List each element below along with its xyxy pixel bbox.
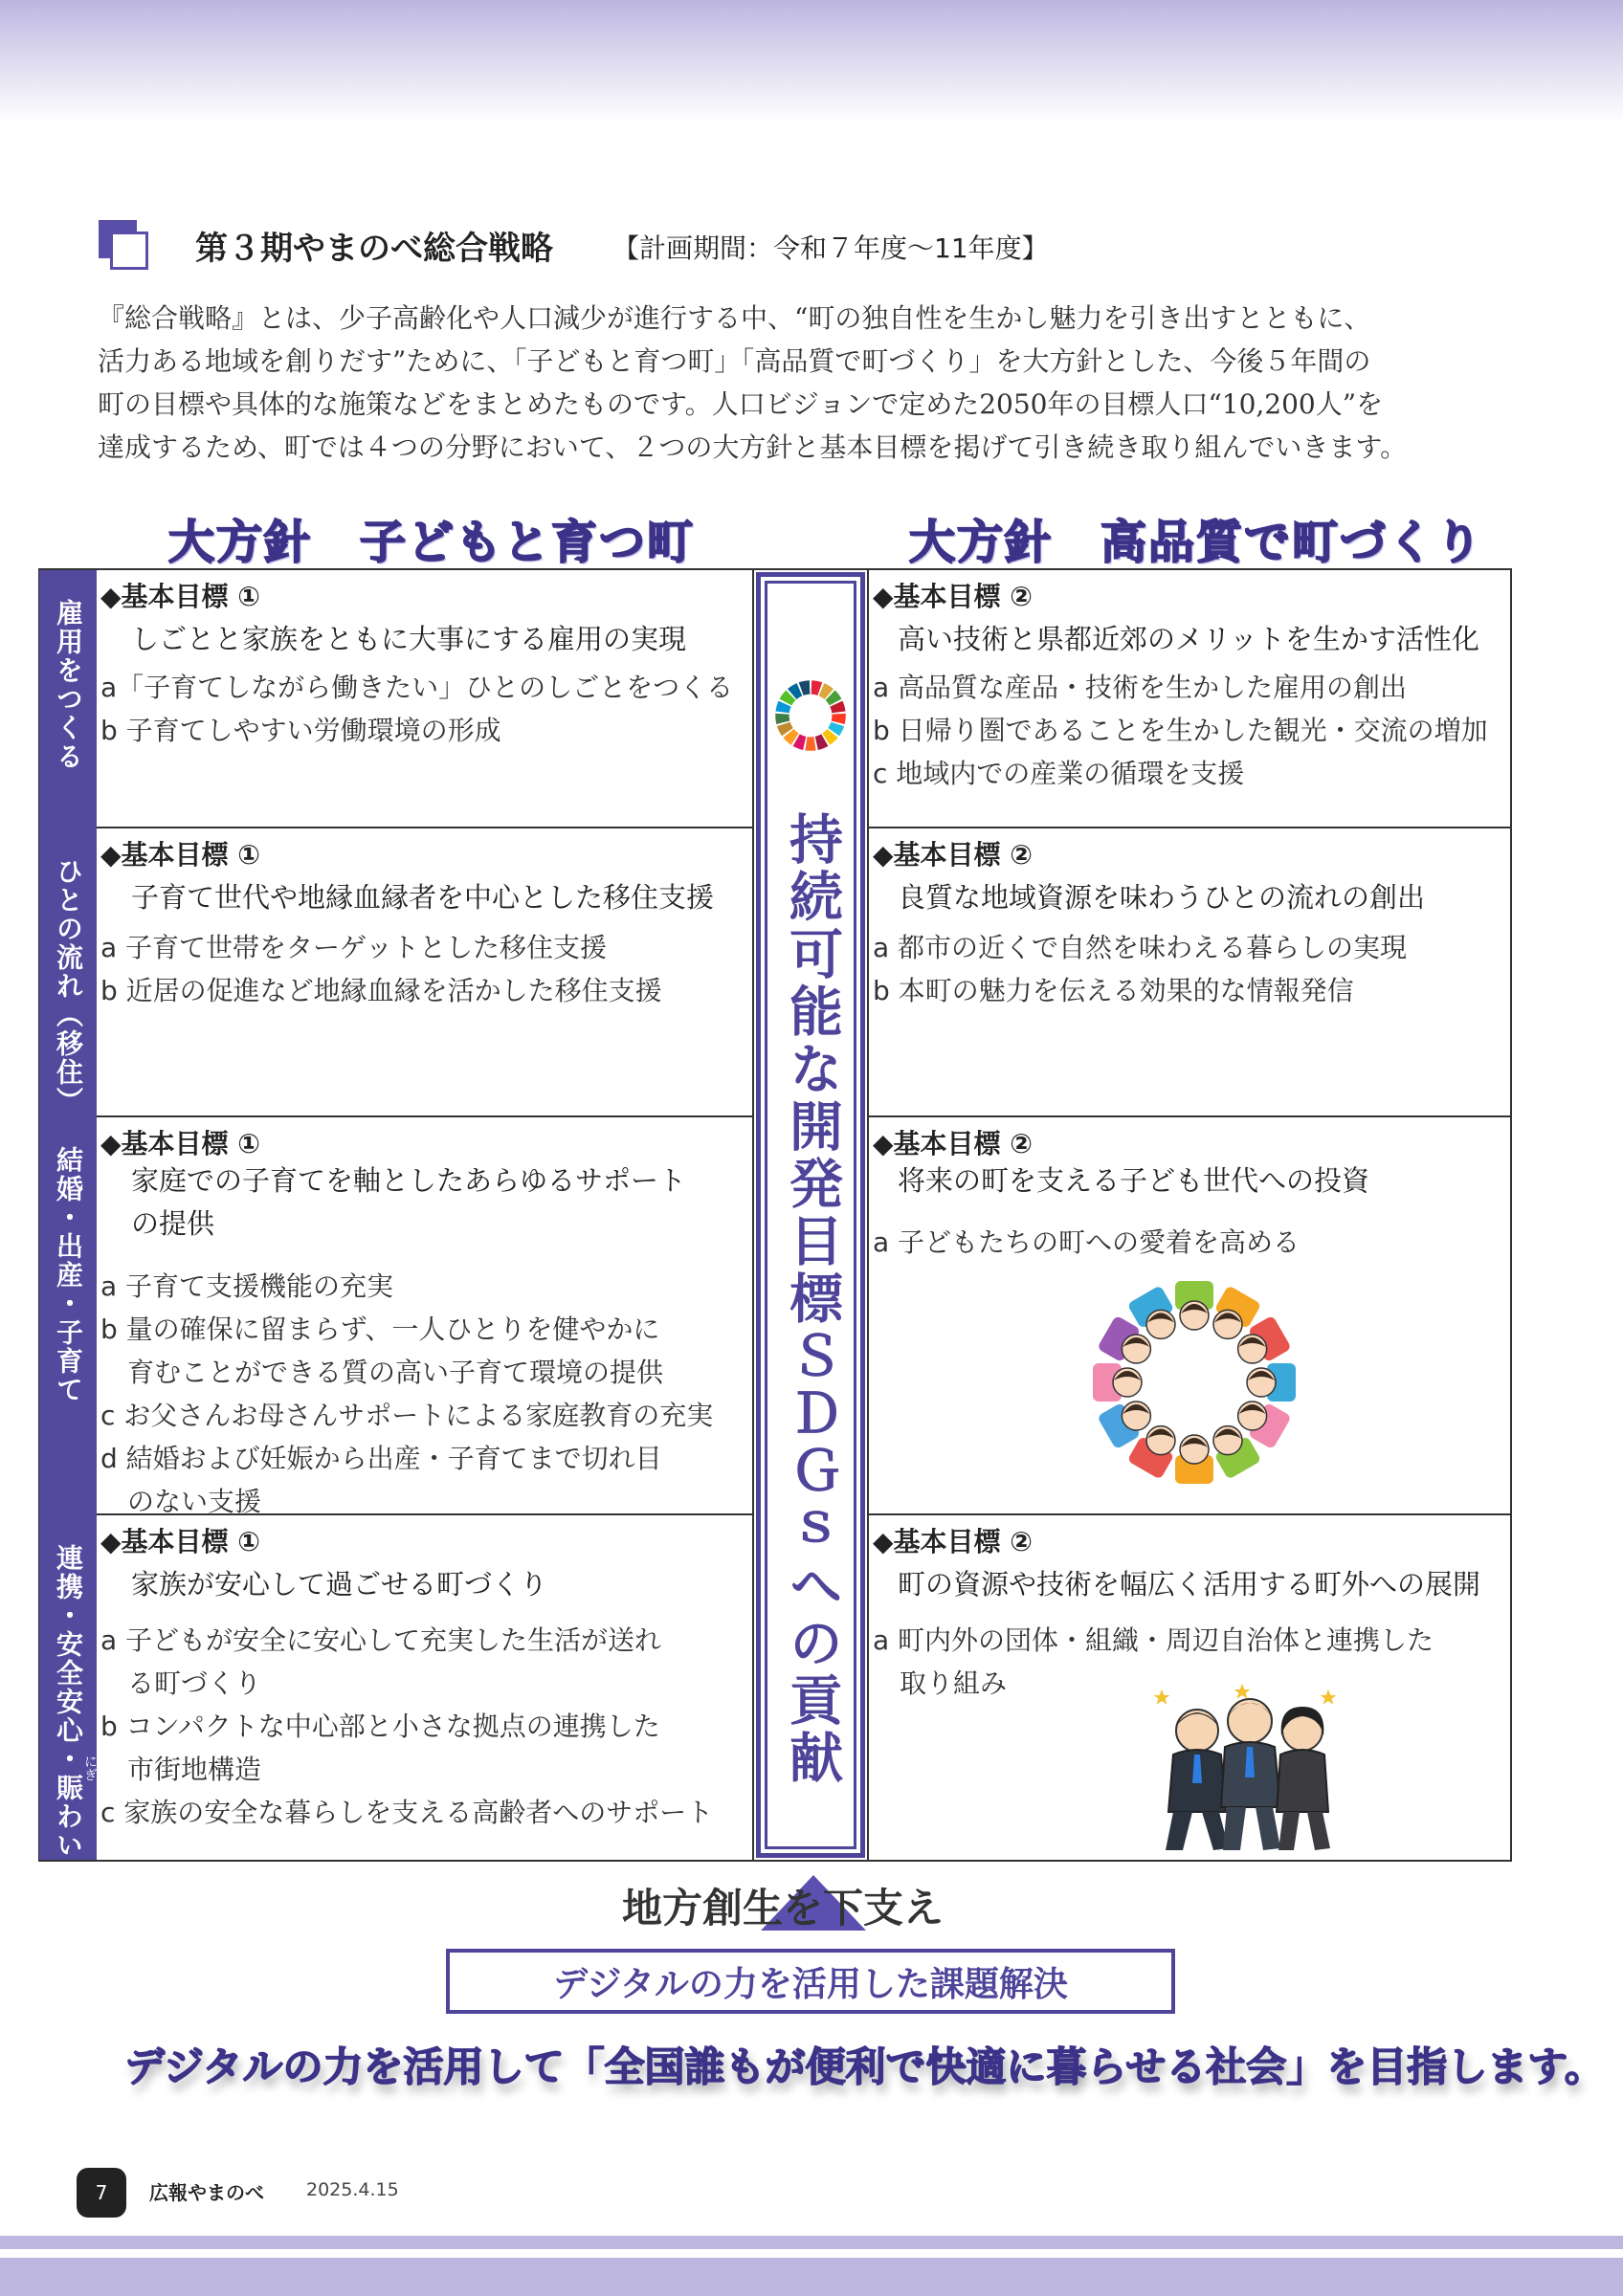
goal-cell bbox=[97, 1117, 754, 1515]
list-item: a 高品質な産品・技術を生かした雇用の創出 bbox=[873, 672, 1408, 703]
goal-cell bbox=[97, 570, 754, 828]
goal-title: 町の資源や技術を幅広く活用する町外への展開 bbox=[898, 1568, 1481, 1601]
list-item: a 子どもが安全に安心して充実した生活が送れ bbox=[100, 1624, 662, 1656]
goal-cell bbox=[97, 828, 754, 1117]
measure-list bbox=[100, 1265, 713, 1523]
goal-title-line: 家庭での子育てを軸としたあらゆるサポート bbox=[131, 1164, 687, 1197]
policy-heading-right: 大方針 高品質で町づくり bbox=[909, 516, 1484, 569]
row-label-cooperation: 連携・安全安心・賑わい bbox=[39, 1515, 97, 1860]
goal-title: 良質な地域資源を味わうひとの流れの創出 bbox=[898, 881, 1426, 914]
publication-name: 広報やまのべ bbox=[149, 2181, 264, 2204]
page-number: 7 bbox=[77, 2168, 126, 2218]
business-people-illustration bbox=[1145, 1678, 1355, 1855]
goal-cell bbox=[97, 1515, 754, 1860]
intro-paragraph bbox=[98, 297, 1514, 469]
publication-date: 2025.4.15 bbox=[306, 2179, 399, 2200]
list-item: 市街地構造 bbox=[100, 1754, 262, 1785]
measure-list bbox=[873, 1221, 1300, 1264]
section-square-icon bbox=[99, 220, 152, 272]
goal-label: ◆基本目標 ② bbox=[873, 1128, 1033, 1159]
goal-cell bbox=[867, 1515, 1511, 1860]
sdgs-contribution-text: 持続可能な開発目標ＳＤＧｓへの貢献 bbox=[781, 811, 843, 1787]
goal-label: ◆基本目標 ① bbox=[100, 1128, 260, 1159]
row-label-childcare: 結婚・出産・子育て bbox=[39, 1117, 97, 1515]
measure-list bbox=[873, 926, 1407, 1012]
goal-title bbox=[131, 1159, 686, 1246]
goal-title: 高い技術と県都近郊のメリットを生かす活性化 bbox=[898, 623, 1479, 655]
goal-title: しごとと家族をともに大事にする雇用の実現 bbox=[131, 623, 687, 655]
children-circle-illustration bbox=[1075, 1263, 1314, 1502]
goal-cell bbox=[867, 828, 1511, 1117]
regional-support-heading: 地方創生を下支え bbox=[622, 1885, 945, 1932]
row-label-migration: ひとの流れ（移住） bbox=[39, 828, 97, 1117]
goal-title: 将来の町を支える子ども世代への投資 bbox=[898, 1164, 1370, 1197]
list-item: c お父さんお母さんサポートによる家庭教育の充実 bbox=[100, 1400, 714, 1431]
list-item: のない支援 bbox=[100, 1486, 262, 1517]
goal-label: ◆基本目標 ② bbox=[873, 839, 1033, 871]
row-label-employment: 雇用をつくる bbox=[39, 570, 97, 828]
policy-heading-left: 大方針 子どもと育つ町 bbox=[168, 516, 696, 569]
top-gradient-band bbox=[0, 0, 1623, 124]
goal-label: ◆基本目標 ① bbox=[100, 581, 260, 612]
sdgs-column bbox=[756, 572, 865, 1858]
list-item: c 地域内での産業の循環を支援 bbox=[873, 758, 1245, 789]
intro-line: 達成するため、町では４つの分野において、２つの大方針と基本目標を掲げて引き続き取り組んでいきます。 bbox=[98, 431, 1408, 463]
list-item: a 都市の近くで自然を味わえる暮らしの実現 bbox=[873, 932, 1408, 963]
goal-label: ◆基本目標 ② bbox=[873, 581, 1033, 612]
measure-list bbox=[100, 666, 733, 752]
list-item: a 子育て世帯をターゲットとした移住支援 bbox=[100, 932, 607, 963]
list-item: b 近居の促進など地縁血縁を活かした移住支援 bbox=[100, 975, 662, 1006]
digital-solution-box: デジタルの力を活用した課題解決 bbox=[446, 1949, 1175, 2014]
goal-label: ◆基本目標 ② bbox=[873, 1526, 1033, 1557]
list-item: d 結婚および妊娠から出産・子育てまで切れ目 bbox=[100, 1443, 662, 1474]
goal-label: ◆基本目標 ① bbox=[100, 839, 260, 871]
measure-list bbox=[100, 1619, 713, 1834]
list-item: b 量の確保に留まらず、一人ひとりを健やかに bbox=[100, 1314, 660, 1345]
list-item: a 町内外の団体・組織・周辺自治体と連携した bbox=[873, 1624, 1434, 1656]
list-item: c 家族の安全な暮らしを支える高齢者へのサポート bbox=[100, 1797, 714, 1828]
goal-cell bbox=[867, 1117, 1511, 1515]
sdgs-wheel-segment bbox=[775, 714, 789, 724]
plan-period: 【計画期間：令和７年度～11年度】 bbox=[612, 232, 1049, 264]
list-item: b 子育てしやすい労働環境の形成 bbox=[100, 715, 501, 746]
intro-line: 活力ある地域を創りだす”ために、「子どもと育つ町」「高品質で町づくり」を大方針とした、今後５年間の bbox=[98, 345, 1371, 377]
goal-cell bbox=[867, 570, 1511, 828]
list-item: 育むことができる質の高い子育て環境の提供 bbox=[100, 1357, 664, 1388]
sdgs-wheel-segment bbox=[832, 714, 846, 724]
list-item: a 子どもたちの町への愛着を高める bbox=[873, 1226, 1301, 1258]
bottom-band bbox=[0, 2236, 1623, 2249]
intro-line: 町の目標や具体的な施策などをまとめたものです。人口ビジョンで定めた2050年の目標人口“10,200人”を bbox=[98, 388, 1384, 420]
measure-list bbox=[873, 666, 1488, 795]
list-item: る町づくり bbox=[100, 1667, 262, 1699]
goal-title: 家族が安心して過ごせる町づくり bbox=[131, 1568, 548, 1601]
list-item: b 本町の魅力を伝える効果的な情報発信 bbox=[873, 975, 1354, 1006]
ruby-annotation: にぎ bbox=[82, 1755, 98, 1781]
list-item: 取り組み bbox=[873, 1667, 1008, 1699]
sdgs-wheel-icon bbox=[772, 677, 849, 754]
list-item: b 日帰り圏であることを生かした観光・交流の増加 bbox=[873, 715, 1488, 746]
goal-label: ◆基本目標 ① bbox=[100, 1526, 260, 1557]
sdgs-wheel-segment bbox=[805, 737, 815, 751]
list-item: a「子育てしながら働きたい」ひとのしごとをつくる bbox=[100, 672, 734, 703]
digital-slogan: デジタルの力を活用して「全国誰もが便利で快適に暮らせる社会」を目指します。 bbox=[124, 2043, 1605, 2090]
page-title: 第３期やまのべ総合戦略 bbox=[195, 230, 553, 268]
measure-list bbox=[100, 926, 662, 1012]
intro-line: 『総合戦略』とは、少子高齢化や人口減少が進行する中、“町の独自性を生かし魅力を引き出すとともに、 bbox=[98, 302, 1371, 334]
list-item: b コンパクトな中心部と小さな拠点の連携した bbox=[100, 1711, 660, 1742]
goal-title: 子育て世代や地縁血縁者を中心とした移住支援 bbox=[131, 881, 715, 914]
goal-title-line: の提供 bbox=[131, 1207, 215, 1240]
bottom-band bbox=[0, 2258, 1623, 2296]
list-item: a 子育て支援機能の充実 bbox=[100, 1270, 394, 1302]
